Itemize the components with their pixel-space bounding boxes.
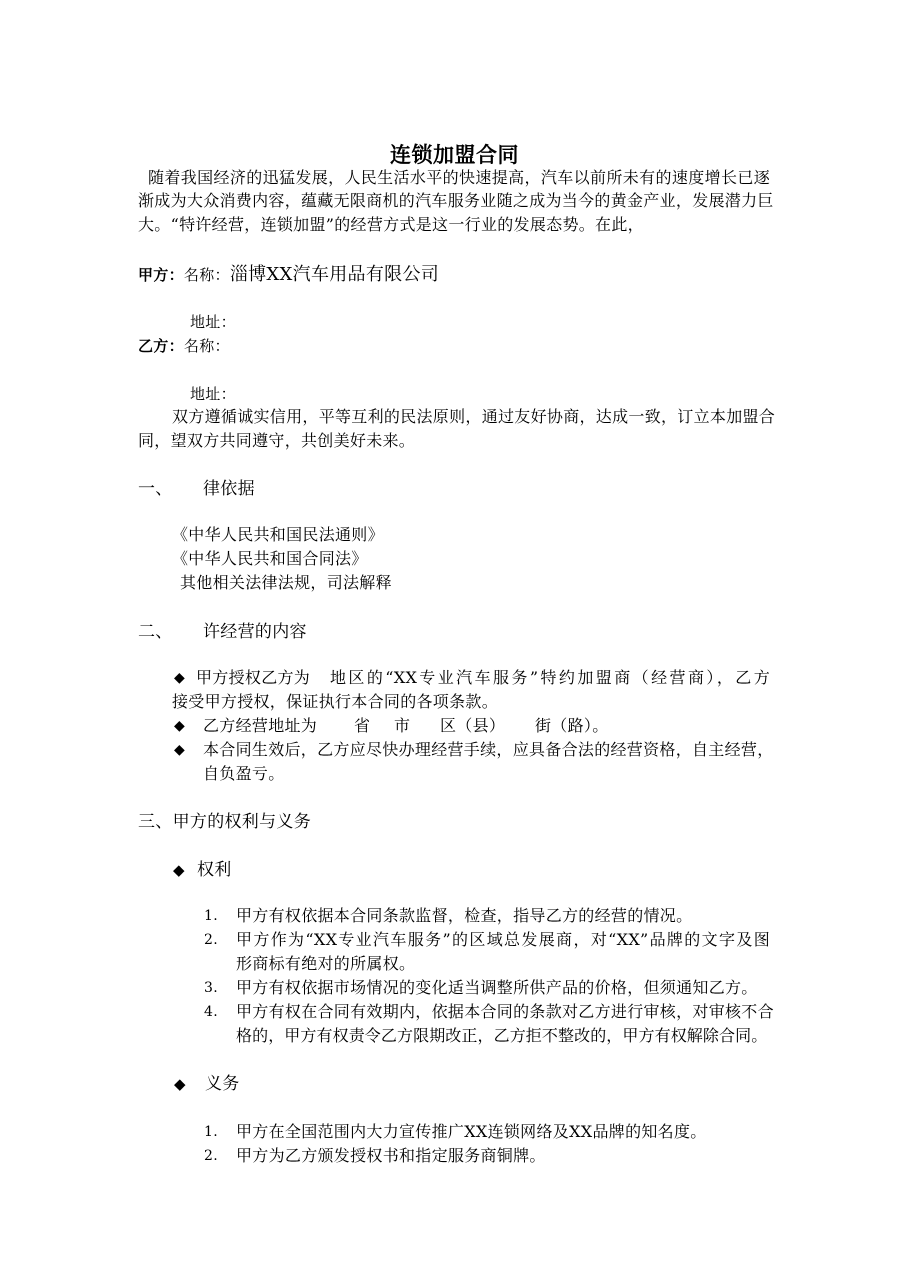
numbered-item-number: 2.	[204, 932, 218, 948]
diamond-bullet-icon: ◆	[174, 1075, 186, 1093]
address-city-label: 市	[394, 716, 411, 735]
clause-text: 甲方授权乙方为	[196, 668, 311, 687]
clause-text: 本合同生效后，乙方应尽快办理经营手续，应具备合法的经营资格，自主经营，	[203, 740, 774, 759]
numbered-item-text: 甲方有权依据市场情况的变化适当调整所供产品的价格，但须通知乙方。	[236, 978, 758, 997]
section-number: 一、	[138, 479, 173, 499]
document-title: 连锁加盟合同	[390, 143, 519, 167]
diamond-bullet-icon: ◆	[173, 861, 185, 879]
party-a-name: 淄博XX汽车用品有限公司	[229, 264, 440, 285]
diamond-bullet-icon: ◆	[174, 670, 186, 686]
numbered-item-text: 甲方为乙方颁发授权书和指定服务商铜牌。	[236, 1146, 546, 1165]
clause-text: 自负盈亏。	[203, 764, 285, 783]
numbered-item-number: 2.	[204, 1148, 218, 1164]
section-title: 许经营的内容	[203, 622, 307, 642]
party-a-name-label: 名称：	[183, 266, 230, 284]
intro-line: 随着我国经济的迅猛发展，人民生活水平的快速提高，汽车以前所未有的速度增长已逐	[148, 168, 770, 187]
party-b-row	[138, 334, 230, 358]
duties-heading: 义务	[205, 1074, 240, 1094]
address-province-label: 省	[354, 716, 371, 735]
intro-line: 渐成为大众消费内容，蕴藏无限商机的汽车服务业随之成为当今的黄金产业，发展潜力巨	[138, 191, 774, 210]
section-number: 二、	[138, 622, 173, 642]
section-number: 三、	[138, 812, 173, 832]
party-a-address-label: 地址：	[190, 313, 236, 331]
agreement-line: 同，望双方共同遵守，共创美好未来。	[138, 431, 416, 450]
numbered-item-number: 1.	[204, 908, 218, 924]
section-title: 甲方的权利与义务	[172, 812, 312, 832]
diamond-bullet-icon: ◆	[174, 718, 186, 734]
numbered-item-text: 甲方有权在合同有效期内，依据本合同的条款对乙方进行审核，对审核不合	[236, 1002, 774, 1021]
party-b-label: 乙方：	[138, 337, 184, 355]
party-a-label: 甲方：	[138, 266, 184, 284]
clause-text: 接受甲方授权，保证执行本合同的各项条款。	[172, 692, 499, 711]
numbered-item-text: 甲方在全国范围内大力宣传推广XX连锁网络及XX品牌的知名度。	[236, 1122, 707, 1141]
clause-text: 地区的“XX专业汽车服务”特约加盟商（经营商），乙方	[330, 668, 770, 687]
section-title: 律依据	[203, 479, 255, 499]
rights-heading: 权利	[197, 860, 232, 880]
party-a-row	[138, 262, 439, 288]
law-reference-item: 其他相关法律法规，司法解释	[180, 573, 392, 592]
address-district-label: 区（县）	[440, 716, 506, 735]
numbered-item-number: 1.	[204, 1124, 218, 1140]
intro-line: 大。“特许经营，连锁加盟”的经营方式是这一行业的发展态势。在此，	[138, 215, 644, 234]
party-b-address-label: 地址：	[190, 385, 236, 403]
numbered-item-text: 形商标有绝对的所属权。	[236, 954, 416, 973]
law-reference-item: 《中华人民共和国民法通则》	[172, 525, 384, 544]
address-clause-text: 乙方经营地址为	[203, 716, 318, 735]
diamond-bullet-icon: ◆	[174, 742, 186, 758]
numbered-item-text: 甲方作为“XX专业汽车服务”的区域总发展商，对“XX”品牌的文字及图	[236, 930, 770, 949]
address-street-label: 街（路）。	[535, 716, 609, 735]
numbered-item-number: 3.	[204, 980, 218, 996]
section-heading	[138, 810, 311, 834]
numbered-item-text: 格的，甲方有权责令乙方限期改正，乙方拒不整改的，甲方有权解除合同。	[236, 1026, 768, 1045]
agreement-line: 双方遵循诚实信用，平等互利的民法原则，通过友好协商，达成一致，订立本加盟合	[172, 407, 776, 426]
numbered-item-number: 4.	[204, 1004, 218, 1020]
law-reference-item: 《中华人民共和国合同法》	[172, 549, 368, 568]
numbered-item-text: 甲方有权依据本合同条款监督，检查，指导乙方的经营的情况。	[236, 906, 693, 925]
party-b-name-label: 名称：	[183, 337, 230, 355]
